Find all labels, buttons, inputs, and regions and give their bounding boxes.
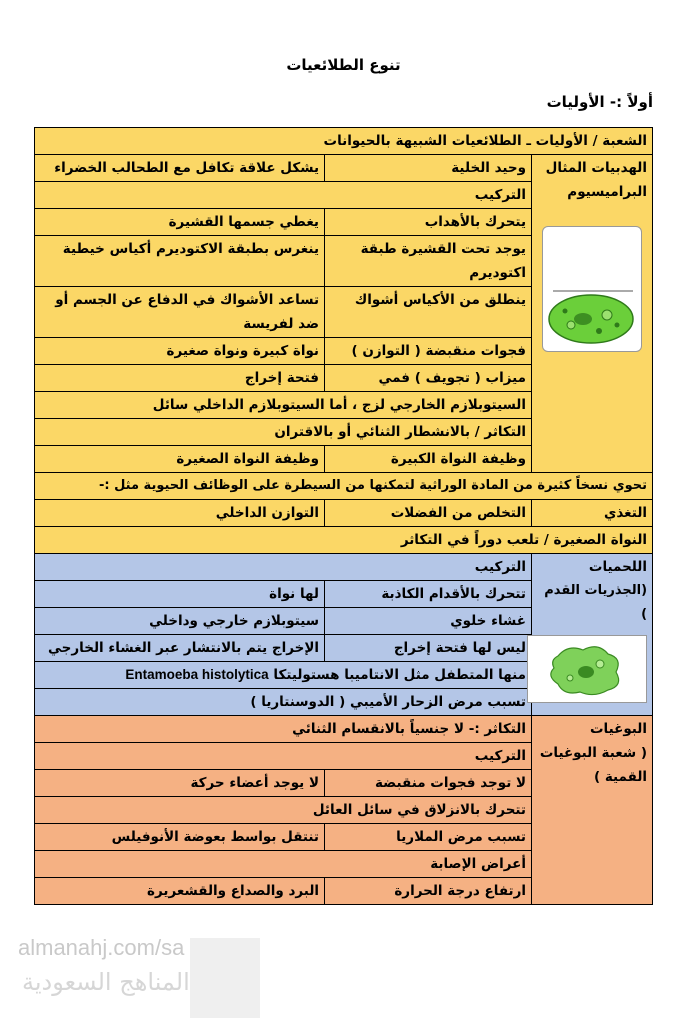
ciliates-label-cell xyxy=(532,155,653,473)
table-row xyxy=(35,128,653,155)
ciliates-cell: ينغرس بطبقة الاكتوديرم أكياس خيطية xyxy=(35,236,325,287)
sarcodines-cell: سيتوبلازم خارجي وداخلي xyxy=(35,608,325,635)
watermark-url: almanahj.com/sa xyxy=(18,935,185,960)
sporozoans-movement: تتحرك بالانزلاق في سائل العائل xyxy=(35,797,532,824)
entamoeba-latin: Entamoeba histolytica xyxy=(125,667,269,682)
sporozoans-cell: ارتفاع درجة الحرارة xyxy=(325,878,532,905)
ciliates-symbiosis: يشكل علاقة تكافل مع الطحالب الخضراء xyxy=(35,155,325,182)
ciliates-example: البراميسيوم xyxy=(567,184,648,200)
ciliates-structure-heading: التركيب xyxy=(35,182,532,209)
amoeba-icon xyxy=(528,636,646,702)
macronucleus-note: تحوي نسخاً كثيرة من المادة الوراثية لتمكنها من السيطرة على الوظائف الحيوية مثل :- xyxy=(35,473,653,500)
sporozoans-cell: البرد والصداع والقشعريرة xyxy=(35,878,325,905)
ciliates-label: الهدبيات المثال xyxy=(545,160,648,176)
function-homeostasis: التوازن الداخلي xyxy=(35,500,325,527)
page-title: تنوع الطلائعيات xyxy=(286,56,401,74)
sarcodines-label: اللحميات xyxy=(588,559,648,575)
sporozoans-cell: لا توجد فجوات منقبضة xyxy=(325,770,532,797)
sarcodines-cell: لها نواة xyxy=(35,581,325,608)
paramecium-icon xyxy=(543,227,641,351)
ciliates-cytoplasm: السيتوبلازم الخارجي لزج ، أما السيتوبلازم الداخلي سائل xyxy=(35,392,532,419)
sporozoans-label: البوغيات xyxy=(589,721,648,737)
sarcodines-sublabel: (الجذريات القدم ) xyxy=(544,583,648,622)
section-heading: أولاً :- الأوليات xyxy=(546,93,653,111)
sarcodines-cell: تتحرك بالأقدام الكاذبة xyxy=(325,581,532,608)
sporozoans-cell: تنتقل بواسط بعوضة الأنوفيلس xyxy=(35,824,325,851)
ciliates-cell: يغطي جسمها القشيرة xyxy=(35,209,325,236)
sporozoans-sublabel-2: القمية ) xyxy=(593,769,648,785)
dysentery-row: تسبب مرض الزحار الأميبي ( الدوسنتاريا ) xyxy=(35,689,532,716)
sporozoans-sublabel: ( شعبة البوغيات xyxy=(539,745,648,761)
table-row xyxy=(35,155,653,182)
macronucleus-function: وظيفة النواة الكبيرة xyxy=(325,446,532,473)
sporozoans-cell: تسبب مرض الملاريا xyxy=(325,824,532,851)
watermark-brand: المناهج السعودية xyxy=(22,968,190,996)
watermark-logo xyxy=(190,938,260,1018)
sarcodines-label-cell xyxy=(532,554,653,716)
table-row xyxy=(35,527,653,554)
table-row xyxy=(35,473,653,500)
ciliates-cell: ميزاب ( تجويف ) فمي xyxy=(325,365,532,392)
ciliates-cell: يتحرك بالأهداب xyxy=(325,209,532,236)
table-row xyxy=(35,716,653,743)
function-feeding: التغذي xyxy=(532,500,653,527)
sporozoans-structure-heading: التركيب xyxy=(35,743,532,770)
symptoms-heading: أعراض الإصابة xyxy=(35,851,532,878)
table-header: الشعبة / الأوليات ـ الطلائعيات الشبيهة بالحيوانات xyxy=(35,128,653,155)
protists-table xyxy=(34,127,653,905)
entamoeba-row xyxy=(35,662,532,689)
function-excretion: التخلص من الفضلات xyxy=(325,500,532,527)
sarcodines-structure-heading: التركيب xyxy=(35,554,532,581)
sporozoans-label-cell xyxy=(532,716,653,905)
ciliates-cell: فجوات منقبضة ( التوازن ) xyxy=(325,338,532,365)
sarcodines-cell: الإخراج يتم بالانتشار عبر الغشاء الخارجي xyxy=(35,635,325,662)
ciliates-cell: ينطلق من الأكياس أشواك xyxy=(325,287,532,338)
sporozoans-cell: لا يوجد أعضاء حركة xyxy=(35,770,325,797)
ciliates-cell: نواة كبيرة ونواة صغيرة xyxy=(35,338,325,365)
amoeba-image xyxy=(527,635,647,703)
sarcodines-cell: غشاء خلوي xyxy=(325,608,532,635)
ciliates-cell: تساعد الأشواك في الدفاع عن الجسم أو ضد لفريسة xyxy=(35,287,325,338)
micronucleus-function: وظيفة النواة الصغيرة xyxy=(35,446,325,473)
table-row xyxy=(35,500,653,527)
sporozoans-reproduction: التكاثر :- لا جنسياً بالانقسام الثنائي xyxy=(35,716,532,743)
ciliates-cell: فتحة إخراج xyxy=(35,365,325,392)
ciliates-unicellular: وحيد الخلية xyxy=(325,155,532,182)
ciliates-reproduction: التكاثر / بالانشطار الثنائي أو بالاقتران xyxy=(35,419,532,446)
micronucleus-note: النواة الصغيرة / تلعب دوراً في التكاثر xyxy=(35,527,653,554)
ciliates-cell: يوجد تحت القشيرة طبقة اكتوديرم xyxy=(325,236,532,287)
table-row xyxy=(35,554,653,581)
sarcodines-cell: ليس لها فتحة إخراج xyxy=(325,635,532,662)
entamoeba-arabic: منها المتطفل مثل الانتاميبا هستوليتكا xyxy=(273,667,527,683)
paramecium-image xyxy=(542,226,642,352)
